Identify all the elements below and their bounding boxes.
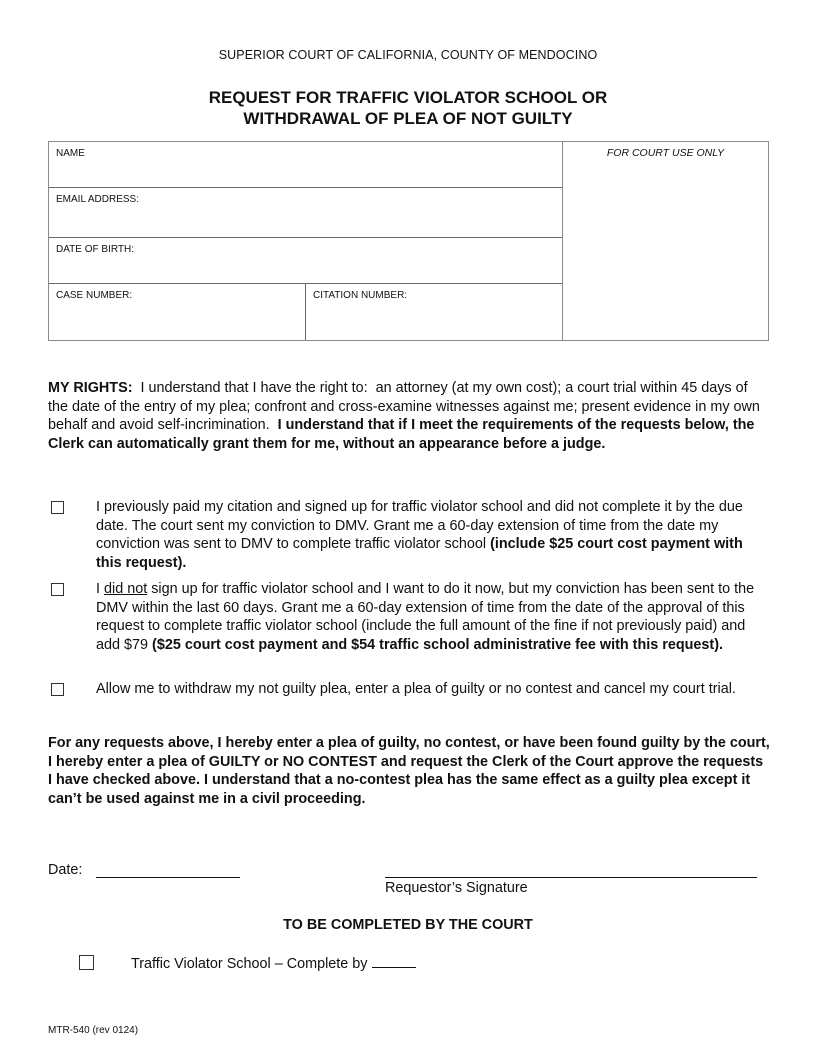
citation-number-input[interactable] xyxy=(313,316,556,336)
request-1-payment-note: (include $25 court cost payment with this request). xyxy=(96,536,743,571)
case-number-field[interactable] xyxy=(49,284,306,340)
name-field[interactable] xyxy=(49,142,562,188)
citation-number-label: CITATION NUMBER: xyxy=(313,290,408,301)
citation-number-field[interactable] xyxy=(306,284,563,340)
court-tvs-checkbox[interactable] xyxy=(79,955,94,970)
my-rights-heading: MY RIGHTS: xyxy=(48,380,133,396)
case-citation-row xyxy=(49,284,562,340)
case-number-label: CASE NUMBER: xyxy=(56,290,133,301)
request-2-checkbox[interactable] xyxy=(51,583,64,596)
signature-line[interactable] xyxy=(385,877,757,878)
date-label: Date: xyxy=(48,862,83,878)
court-section-heading: TO BE COMPLETED BY THE COURT xyxy=(283,917,533,933)
court-use-only-label: FOR COURT USE ONLY xyxy=(606,147,725,159)
email-input[interactable] xyxy=(56,213,555,233)
date-of-birth-input[interactable] xyxy=(56,259,555,279)
case-number-input[interactable] xyxy=(56,316,298,336)
court-use-only-box xyxy=(563,142,768,340)
court-name-header: SUPERIOR COURT OF CALIFORNIA, COUNTY OF MENDOCINO xyxy=(218,48,598,62)
form-id-footer: MTR-540 (rev 0124) xyxy=(48,1025,139,1036)
form-title xyxy=(0,87,816,129)
request-3-text: Allow me to withdraw my not guilty plea, enter a plea of guilty or no contest and cancel my court trial. xyxy=(96,681,736,697)
request-2-did-not: did not xyxy=(104,581,148,597)
date-of-birth-field[interactable] xyxy=(49,238,562,284)
name-input[interactable] xyxy=(56,163,555,183)
applicant-fields xyxy=(49,142,563,340)
court-tvs-text xyxy=(131,954,416,972)
applicant-info-table xyxy=(48,141,769,341)
request-2-payment-note: ($25 court cost payment and $54 traffic school administrative fee with this request). xyxy=(152,636,724,653)
request-1-checkbox[interactable] xyxy=(51,501,64,514)
email-field[interactable] xyxy=(49,188,562,238)
plea-statement: For any requests above, I hereby enter a plea of guilty, no contest, or have been found guilty by the court, I hereby enter a plea of GUILTY or NO CONTEST and request the Clerk of the Court approve the requests I have checked above. I understand that a no-contest plea has the same effect as a guilty plea except it can’t be used against me in a civil proceeding. xyxy=(48,735,770,807)
name-label: NAME xyxy=(56,148,85,159)
request-2-text xyxy=(96,580,772,654)
request-3-checkbox[interactable] xyxy=(51,683,64,696)
email-label: EMAIL ADDRESS: xyxy=(56,194,139,205)
signature-label: Requestor’s Signature xyxy=(385,880,528,896)
request-2-body: sign up for traffic violator school and I want to do it now, but my conviction has been sent to the DMV within the last 60 days. Grant me a 60-day extension of time from the date of the approval of this request to complete traffic violator school (include the full amount of the fine if not previously paid) and add $79 xyxy=(96,581,755,653)
my-rights-paragraph xyxy=(48,379,770,453)
request-1-body: I previously paid my citation and signed up for traffic violator school and did not complete it by the due date. The court sent my conviction to DMV. Grant me a 60-day extension of time from the date my conviction was sent to DMV to complete traffic violator school xyxy=(96,499,743,553)
date-of-birth-label: DATE OF BIRTH: xyxy=(56,244,134,255)
court-tvs-label: Traffic Violator School – Complete by xyxy=(131,956,372,972)
form-title-line-2: WITHDRAWAL OF PLEA OF NOT GUILTY xyxy=(243,109,573,128)
form-title-line-1: REQUEST FOR TRAFFIC VIOLATOR SCHOOL OR xyxy=(208,88,608,107)
request-2-prefix: I xyxy=(96,581,104,597)
request-1-text xyxy=(96,498,772,572)
date-input-line[interactable] xyxy=(96,877,240,878)
my-rights-clerk-statement: I understand that if I meet the requirements of the requests below, the Clerk can automatically grant them for me, without an appearance before a judge. xyxy=(48,417,755,452)
my-rights-text: I understand that I have the right to: an attorney (at my own cost); a court trial within 45 days of the date of the entry of my plea; confront and cross-examine witnesses against me; present evidence in my own behalf and avoid self-incrimination. xyxy=(48,380,764,434)
complete-by-blank[interactable] xyxy=(372,954,416,968)
